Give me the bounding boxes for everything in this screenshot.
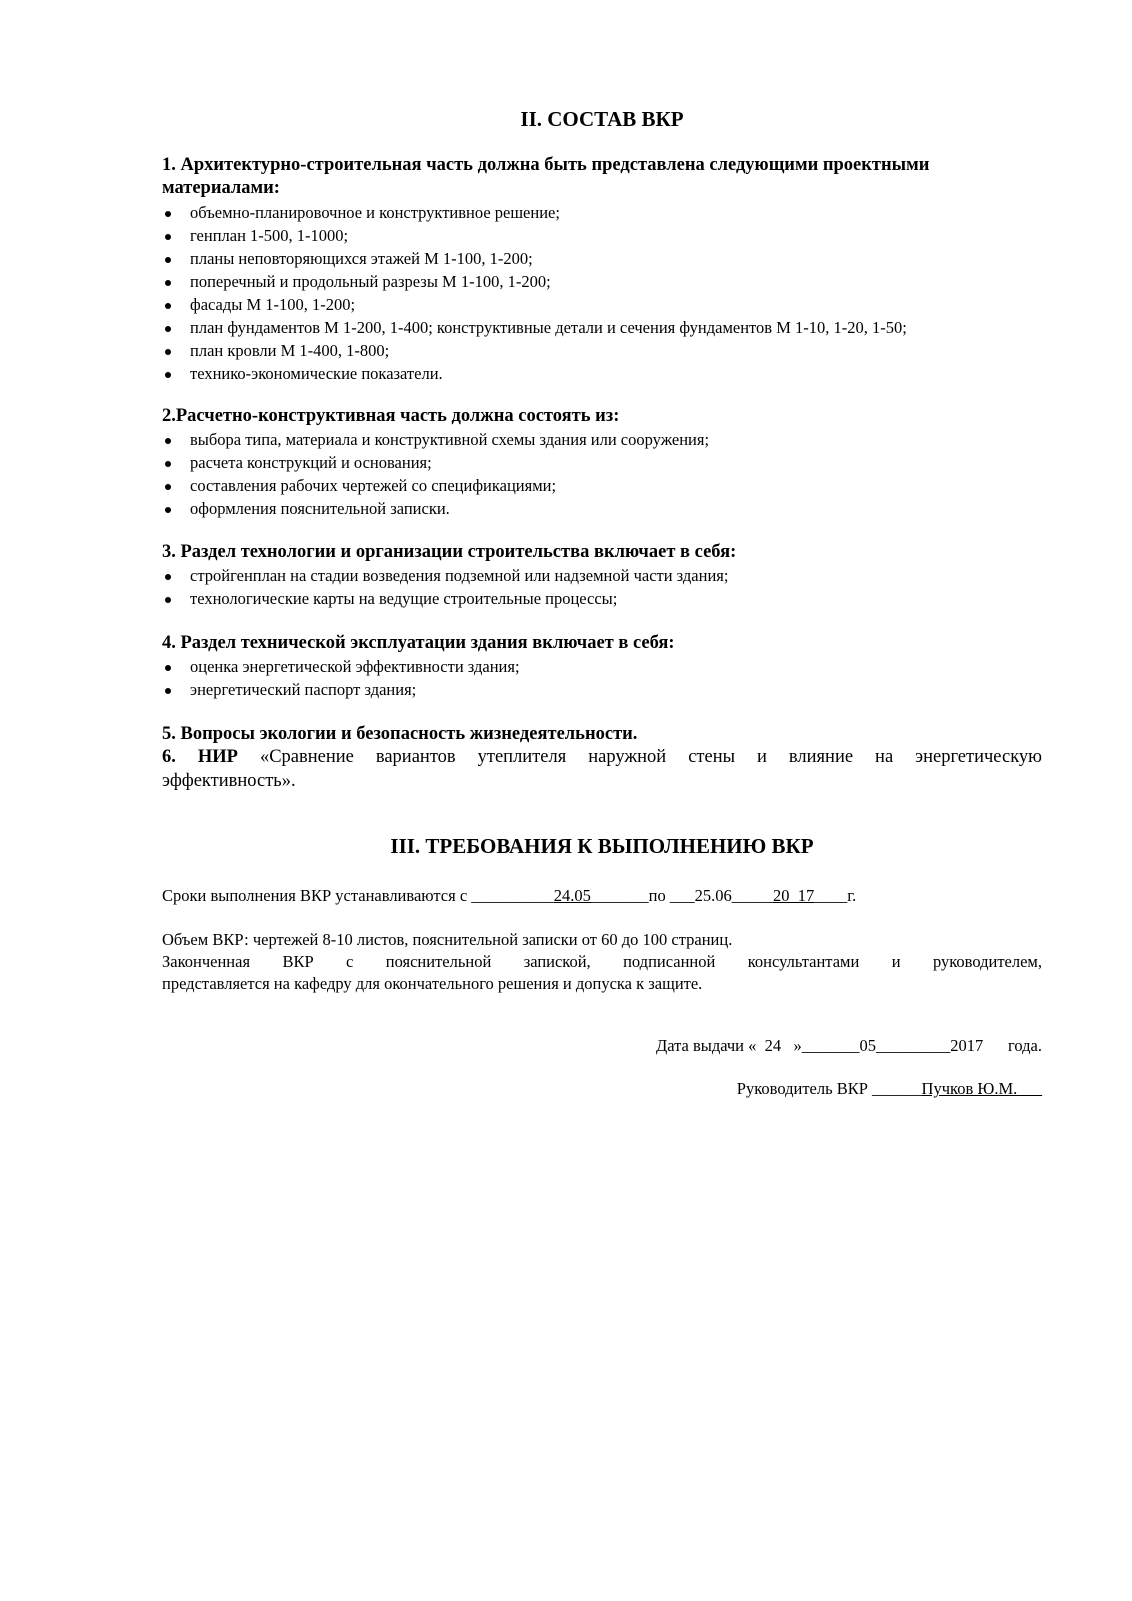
nir-line-1: 6. НИР «Сравнение вариантов утеплителя наружной стены и влияние на энергетическую	[162, 747, 1042, 767]
part-2-list	[162, 428, 709, 520]
list-item: генплан 1-500, 1-1000;	[162, 224, 907, 247]
list-item: технологические карты на ведущие строительные процессы;	[162, 587, 728, 610]
part-2-heading: 2.Расчетно-конструктивная часть должна состоять из:	[162, 406, 620, 426]
bullet-icon	[165, 280, 171, 286]
part-1-heading-line-1: 1. Архитектурно-строительная часть должна быть представлена следующими проектными	[162, 155, 930, 175]
list-item: оценка энергетической эффективности здания;	[162, 655, 520, 678]
bullet-icon	[165, 257, 171, 263]
list-item: объемно-планировочное и конструктивное решение;	[162, 201, 907, 224]
list-item: фасады М 1-100, 1-200;	[162, 293, 907, 316]
completion-line-1: Законченная ВКР с пояснительной запиской, подписанной консультантами и руководителем,	[162, 952, 1042, 971]
bullet-icon	[165, 574, 171, 580]
bullet-icon	[165, 438, 171, 444]
part-1-heading-line-2: материалами:	[162, 178, 280, 198]
supervisor-line: Руководитель ВКР ______Пучков Ю.М.___	[736, 1079, 1042, 1098]
part-3-list	[162, 564, 728, 610]
list-item: составления рабочих чертежей со спецификациями;	[162, 474, 709, 497]
list-item: выбора типа, материала и конструктивной схемы здания или сооружения;	[162, 428, 709, 451]
bullet-icon	[165, 234, 171, 240]
list-item: стройгенплан на стадии возведения подземной или надземной части здания;	[162, 564, 728, 587]
bullet-icon	[165, 349, 171, 355]
list-item: поперечный и продольный разрезы М 1-100, 1-200;	[162, 270, 907, 293]
list-item: энергетический паспорт здания;	[162, 678, 520, 701]
list-item: план кровли М 1-400, 1-800;	[162, 339, 907, 362]
volume-line: Объем ВКР: чертежей 8-10 листов, пояснительной записки от 60 до 100 страниц.	[162, 930, 733, 949]
completion-line-2: представляется на кафедру для окончательного решения и допуска к защите.	[162, 974, 703, 993]
section-3-title: III. ТРЕБОВАНИЯ К ВЫПОЛНЕНИЮ ВКР	[390, 834, 814, 858]
end-date: 25.06	[694, 886, 732, 905]
deadline-line: Сроки выполнения ВКР устанавливаются с __________24.05_______по ___25.06_____20_17____г.	[162, 886, 857, 905]
year: 20_17	[773, 886, 815, 905]
part-4-list	[162, 655, 520, 701]
list-item: расчета конструкций и основания;	[162, 451, 709, 474]
issue-date-line: Дата выдачи « 24 »_______05_________2017 года.	[655, 1036, 1042, 1055]
issue-month: 05	[859, 1036, 877, 1055]
bullet-icon	[165, 688, 171, 694]
list-item: технико-экономические показатели.	[162, 362, 907, 385]
supervisor-name: Пучков Ю.М.	[921, 1079, 1018, 1098]
bullet-icon	[165, 484, 171, 490]
bullet-icon	[165, 665, 171, 671]
bullet-icon	[165, 211, 171, 217]
bullet-icon	[165, 372, 171, 378]
issue-year: 2017	[950, 1036, 984, 1055]
section-2-title: II. СОСТАВ ВКР	[520, 107, 684, 131]
part-3-heading: 3. Раздел технологии и организации строительства включает в себя:	[162, 542, 737, 562]
part-6-nir	[162, 745, 1042, 793]
bullet-icon	[165, 507, 171, 513]
start-date: 24.05	[553, 886, 591, 905]
nir-line-2: эффективность».	[162, 771, 296, 791]
list-item: план фундаментов М 1-200, 1-400; конструктивные детали и сечения фундаментов М 1-10, 1-20, 1-50;	[162, 316, 907, 339]
bullet-icon	[165, 597, 171, 603]
part-1-list	[162, 201, 907, 385]
bullet-icon	[165, 461, 171, 467]
bullet-icon	[165, 326, 171, 332]
list-item: оформления пояснительной записки.	[162, 497, 709, 520]
part-4-heading: 4. Раздел технической эксплуатации здания включает в себя:	[162, 633, 675, 653]
nir-lead: 6. НИР	[162, 747, 238, 767]
part-5-heading: 5. Вопросы экологии и безопасность жизнедеятельности.	[162, 724, 638, 744]
list-item: планы неповторяющихся этажей М 1-100, 1-200;	[162, 247, 907, 270]
completion-paragraph	[162, 951, 1042, 995]
part-1-heading	[162, 154, 1042, 200]
bullet-icon	[165, 303, 171, 309]
